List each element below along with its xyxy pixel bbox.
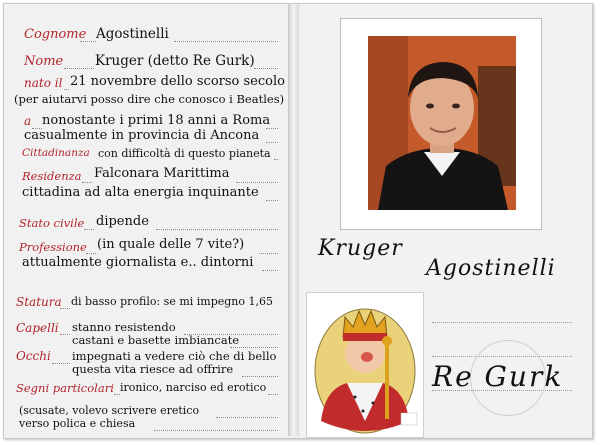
nato-il-value: 21 novembre dello scorso secolo — [70, 74, 285, 89]
statura-label: Statura — [16, 295, 62, 309]
dotted-line — [156, 229, 278, 230]
residenza-value-line2: cittadina ad alta energia inquinante — [22, 185, 259, 200]
dotted-line — [80, 41, 96, 42]
signature-alias: Re Gurk — [432, 360, 564, 393]
nome-label: Nome — [24, 54, 64, 69]
a-value: nonostante i primi 18 anni a Roma — [42, 113, 271, 128]
dotted-line — [266, 142, 278, 143]
card-spine — [289, 4, 299, 436]
occhi-value: impegnati a vedere ciò che di bello — [72, 349, 277, 363]
dotted-line — [259, 253, 278, 254]
dotted-line — [230, 347, 278, 348]
dotted-line — [60, 308, 70, 309]
capelli-value-line2: castani e basette imbiancate — [72, 333, 240, 347]
professione-value-line2: attualmente giornalista e.. dintorni — [22, 255, 254, 270]
cognome-value: Agostinelli — [96, 26, 169, 42]
nato-il-label: nato il — [24, 76, 63, 90]
portrait-illustration — [368, 36, 516, 210]
occhi-label: Occhi — [16, 349, 51, 363]
capelli-label: Capelli — [16, 321, 59, 335]
dotted-line — [114, 394, 120, 395]
a-value-line2: casualmente in provincia di Ancona — [24, 128, 260, 143]
segni-particolari-value: ironico, narciso ed erotico — [120, 381, 267, 394]
dotted-line — [266, 128, 278, 129]
dotted-line — [86, 253, 96, 254]
left-page — [4, 4, 289, 436]
a-label: a — [24, 114, 32, 128]
dotted-line — [64, 89, 69, 90]
professione-value: (in quale delle 7 vite?) — [97, 237, 245, 252]
dotted-line — [60, 334, 70, 335]
king-caricature-frame — [306, 292, 424, 438]
dotted-line — [174, 41, 278, 42]
dotted-line — [52, 363, 70, 364]
dotted-line — [84, 229, 94, 230]
residenza-label: Residenza — [22, 169, 82, 183]
stato-civile-label: Stato civile — [19, 216, 85, 230]
nato-il-note: (per aiutarvi posso dire che conosco i Beatles) — [14, 92, 285, 106]
dotted-line — [274, 159, 278, 160]
stato-civile-value: dipende — [96, 214, 149, 229]
signature-first-name: Kruger — [318, 236, 403, 261]
dotted-line — [64, 68, 94, 69]
cittadinanza-label: Cittadinanza — [22, 147, 90, 159]
dotted-line — [262, 270, 278, 271]
dotted-line — [254, 68, 278, 69]
king-caricature-illustration — [307, 293, 423, 437]
signature-last-name: Agostinelli — [426, 256, 556, 281]
dotted-line — [268, 394, 278, 395]
dotted-line — [242, 376, 278, 377]
photo-frame — [340, 18, 542, 230]
cittadinanza-value: con difficoltà di questo pianeta — [98, 147, 271, 160]
segni-particolari-line3: verso polica e chiesa — [19, 417, 136, 430]
residenza-value: Falconara Marittima — [94, 166, 230, 181]
portrait-photo — [368, 36, 516, 210]
segni-particolari-label: Segni particolari — [16, 381, 114, 395]
statura-value: di basso profilo: se mi impegno 1,65 — [71, 295, 274, 308]
dotted-line — [216, 417, 278, 418]
capelli-value: stanno resistendo — [72, 320, 176, 334]
cognome-label: Cognome — [24, 27, 87, 42]
dotted-line — [82, 182, 92, 183]
dotted-line — [236, 182, 278, 183]
dotted-line — [266, 200, 278, 201]
professione-label: Professione — [19, 240, 87, 254]
occhi-value-line2: questa vita riesce ad offrire — [72, 362, 234, 376]
signature-line — [432, 322, 572, 323]
nome-value: Kruger (detto Re Gurk) — [95, 53, 255, 69]
segni-particolari-line2: (scusate, volevo scrivere eretico — [19, 404, 200, 417]
dotted-line — [154, 430, 278, 431]
